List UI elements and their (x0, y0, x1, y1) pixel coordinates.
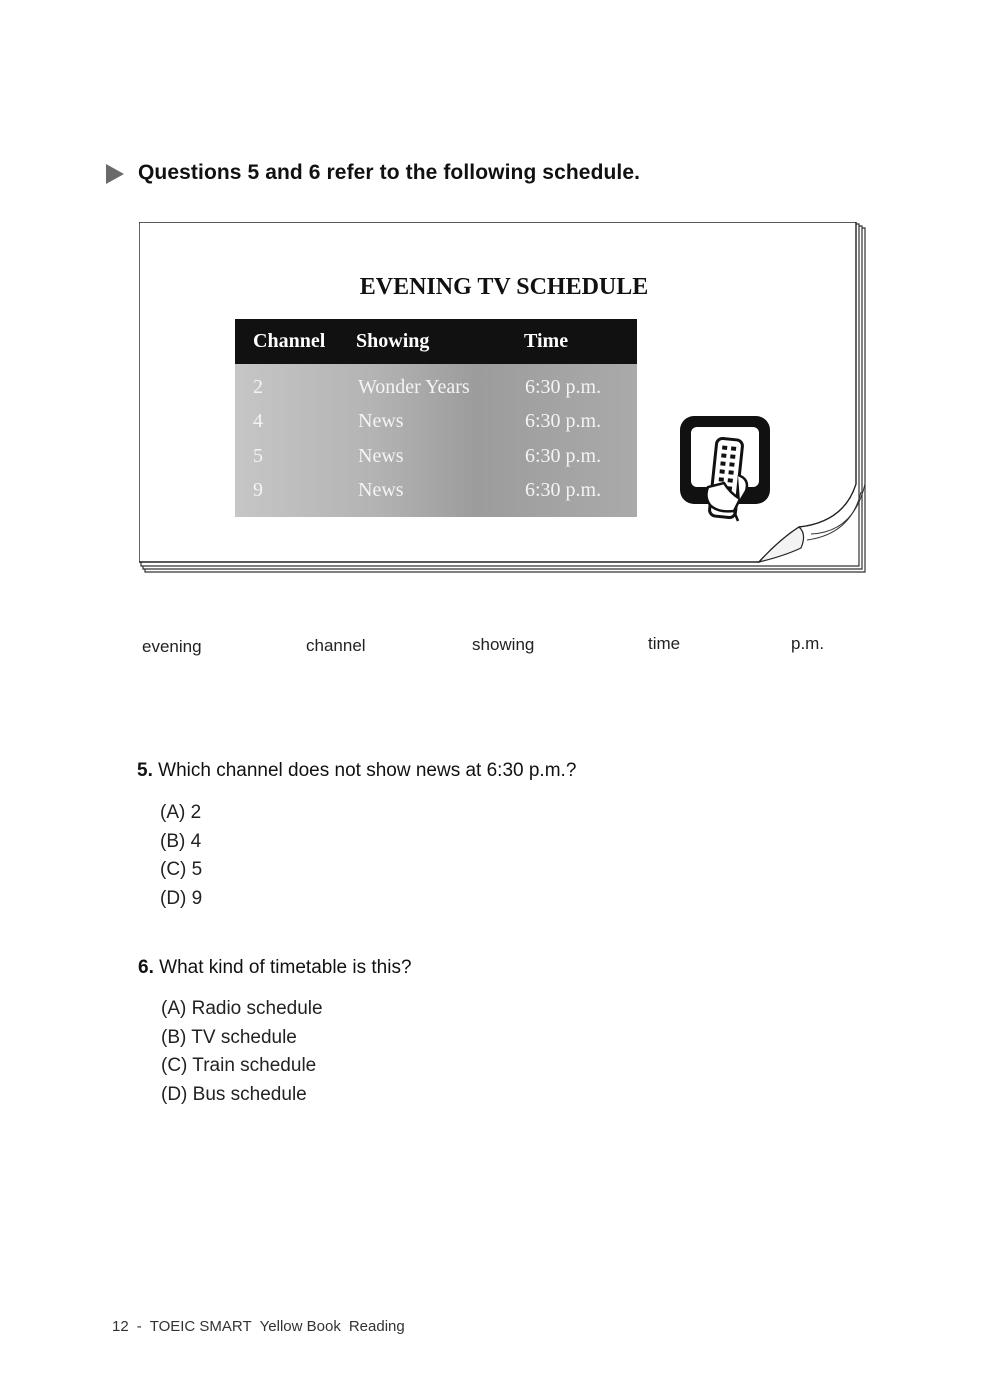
channel-cell: 5 (253, 444, 263, 467)
table-body (235, 364, 637, 517)
heading-text: Questions 5 and 6 refer to the following schedule. (138, 161, 641, 184)
question-6-stem (138, 957, 838, 979)
column-header-channel: Channel (253, 330, 326, 352)
vocabulary-row (0, 634, 1000, 658)
section-heading (106, 156, 806, 190)
time-cell: 6:30 p.m. (525, 444, 602, 467)
showing-cell: News (358, 479, 404, 502)
answer-option[interactable]: (C) 5 (160, 859, 203, 880)
question-6-options (161, 995, 561, 1109)
column-header-time: Time (524, 330, 569, 352)
question-number: 6. (138, 957, 154, 978)
section-name: Reading (348, 1318, 405, 1335)
page-footer (112, 1318, 712, 1335)
vocab-word: evening (142, 637, 202, 656)
schedule-title (139, 274, 729, 301)
time-cell: 6:30 p.m. (525, 375, 602, 398)
answer-option[interactable]: (A) Radio schedule (161, 998, 323, 1019)
table-header (235, 319, 637, 364)
question-text: Which channel does not show news at 6:30 p.m.? (158, 760, 577, 781)
time-cell: 6:30 p.m. (525, 479, 602, 502)
channel-cell: 9 (253, 479, 263, 502)
table-row (235, 474, 637, 509)
schedule-title-text: EVENING TV SCHEDULE (359, 274, 649, 300)
question-number: 5. (137, 760, 153, 781)
answer-option[interactable]: (D) 9 (160, 887, 203, 909)
vocab-word: time (648, 634, 681, 653)
question-5-stem (137, 760, 837, 782)
showing-cell: News (358, 444, 404, 467)
answer-option[interactable]: (A) 2 (160, 802, 202, 823)
column-header-showing: Showing (356, 330, 430, 352)
time-cell: 6:30 p.m. (525, 410, 602, 433)
channel-cell: 2 (253, 375, 263, 398)
answer-option[interactable]: (B) TV schedule (161, 1026, 297, 1048)
book-name: Yellow Book (259, 1318, 341, 1335)
vocab-word: p.m. (791, 634, 825, 653)
question-5-options (160, 799, 560, 913)
vocab-word: showing (472, 635, 535, 654)
vocab-word: channel (306, 636, 366, 655)
play-arrow-icon (106, 164, 124, 184)
table-row (235, 370, 637, 405)
page-number: 12 (112, 1318, 129, 1335)
series-name: TOEIC SMART (149, 1318, 252, 1335)
tv-remote-icon (678, 413, 774, 523)
channel-cell: 4 (253, 410, 263, 433)
question-text: What kind of timetable is this? (159, 957, 412, 978)
footer-separator: - (136, 1318, 142, 1335)
schedule-table (235, 319, 637, 517)
answer-option[interactable]: (B) 4 (160, 830, 202, 852)
table-row (235, 405, 637, 440)
table-row (235, 439, 637, 474)
showing-cell: News (358, 410, 404, 433)
showing-cell: Wonder Years (358, 375, 470, 398)
answer-option[interactable]: (C) Train schedule (161, 1055, 317, 1076)
answer-option[interactable]: (D) Bus schedule (161, 1083, 307, 1105)
